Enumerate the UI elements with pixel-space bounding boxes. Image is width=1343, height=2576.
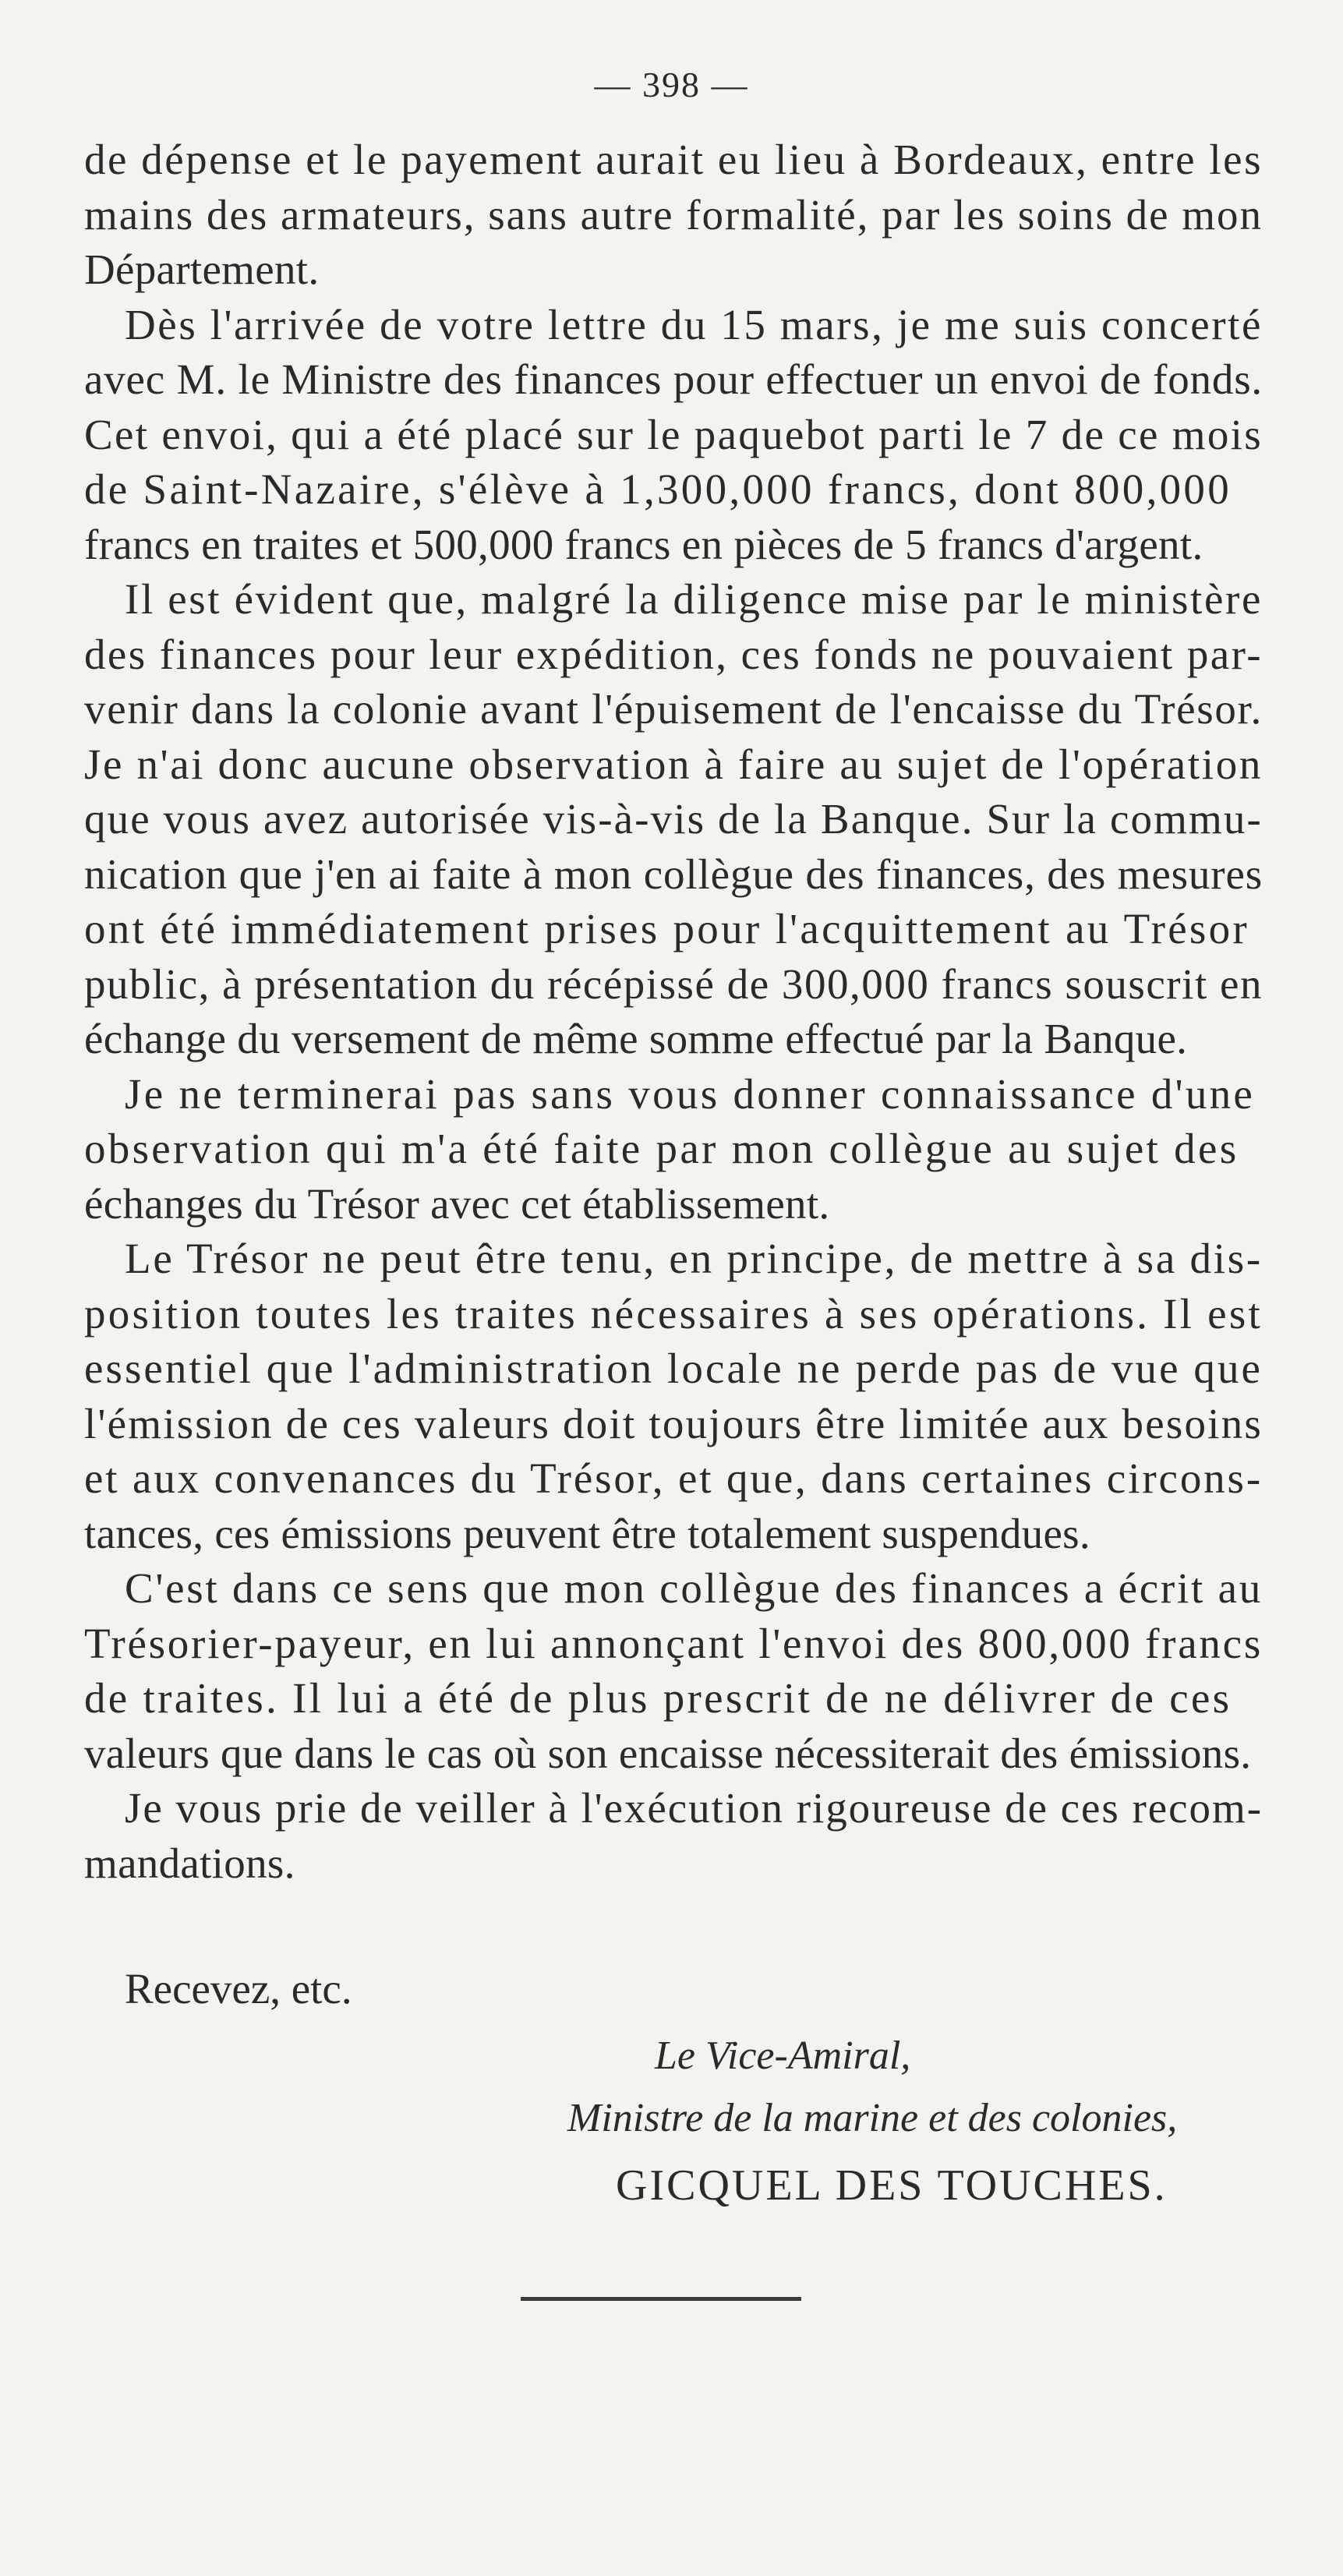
text-line: que vous avez autorisée vis-à-vis de la Banque. Sur la commu- [84, 795, 1263, 843]
text-line: Trésorier-payeur, en lui annonçant l'envoi des 800,000 francs [84, 1619, 1263, 1667]
text-line: mains des armateurs, sans autre formalité, par les soins de mon [84, 190, 1263, 239]
text-line: Le Trésor ne peut être tenu, en principe, de mettre à sa dis- [125, 1235, 1263, 1282]
text-line: essentiel que l'administration locale ne perde pas de vue que [84, 1345, 1263, 1392]
text-line: observation qui m'a été faite par mon collègue au sujet des [84, 1125, 1239, 1172]
text-line: Je n'ai donc aucune observation à faire au sujet de l'opération [84, 740, 1263, 788]
text-line: de traites. Il lui a été de plus prescrit de ne délivrer de ces [84, 1674, 1232, 1722]
text-line: échange du versement de même somme effectué par la Banque. [84, 1015, 1188, 1062]
text-line: de dépense et le payement aurait eu lieu à Bordeaux, entre les [84, 136, 1263, 183]
text-line: des finances pour leur expédition, ces fonds ne pouvaient par- [84, 630, 1263, 678]
text-line: Département. [84, 246, 320, 293]
text-line: Cet envoi, qui a été placé sur le paquebot parti le 7 de ce mois [84, 410, 1263, 458]
text-line: nication que j'en ai faite à mon collègue des finances, des mesures [84, 850, 1263, 898]
text-line: Je vous prie de veiller à l'exécution rigoureuse de ces recom- [125, 1784, 1263, 1832]
text-line: public, à présentation du récépissé de 300,000 francs souscrit en [84, 959, 1263, 1008]
text-line: ont été immédiatement prises pour l'acquittement au Trésor [84, 905, 1250, 952]
signature-name: GICQUEL DES TOUCHES. [616, 2161, 1168, 2210]
text-line: avec M. le Ministre des finances pour effectuer un envoi de fonds. [84, 355, 1263, 403]
text-line: mandations. [84, 1839, 295, 1887]
text-line: l'émission de ces valeurs doit toujours être limitée aux besoins [84, 1399, 1263, 1447]
closing-line: Recevez, etc. [125, 1965, 352, 2012]
text-line: Je ne terminerai pas sans vous donner connaissance d'une [125, 1069, 1256, 1118]
text-line: venir dans la colonie avant l'épuisement de l'encaisse du Trésor. [84, 685, 1263, 733]
text-line: et aux convenances du Trésor, et que, dans certaines circons- [84, 1454, 1263, 1502]
text-line: Il est évident que, malgré la diligence mise par le ministère [125, 575, 1263, 623]
text-line: de Saint-Nazaire, s'élève à 1,300,000 francs, dont 800,000 [84, 465, 1232, 513]
signature-role: Ministre de la marine et des colonies, [567, 2096, 1178, 2140]
page-number: — 398 — [594, 65, 749, 104]
text-line: Dès l'arrivée de votre lettre du 15 mars, je me suis concerté [125, 300, 1263, 348]
text-line: échanges du Trésor avec cet établissement. [84, 1179, 830, 1228]
text-line: tances, ces émissions peuvent être totalement suspendues. [84, 1509, 1090, 1557]
text-line: position toutes les traites nécessaires à ses opérations. Il est [84, 1289, 1263, 1337]
end-rule [521, 2297, 801, 2301]
body-text [84, 133, 1263, 1891]
text-line: francs en traites et 500,000 francs en pièces de 5 francs d'argent. [84, 520, 1203, 568]
text-line: valeurs que dans le cas où son encaisse nécessiterait des émissions. [84, 1729, 1252, 1777]
signature-title: Le Vice-Amiral, [655, 2034, 911, 2078]
text-line: C'est dans ce sens que mon collègue des finances a écrit au [125, 1564, 1263, 1612]
